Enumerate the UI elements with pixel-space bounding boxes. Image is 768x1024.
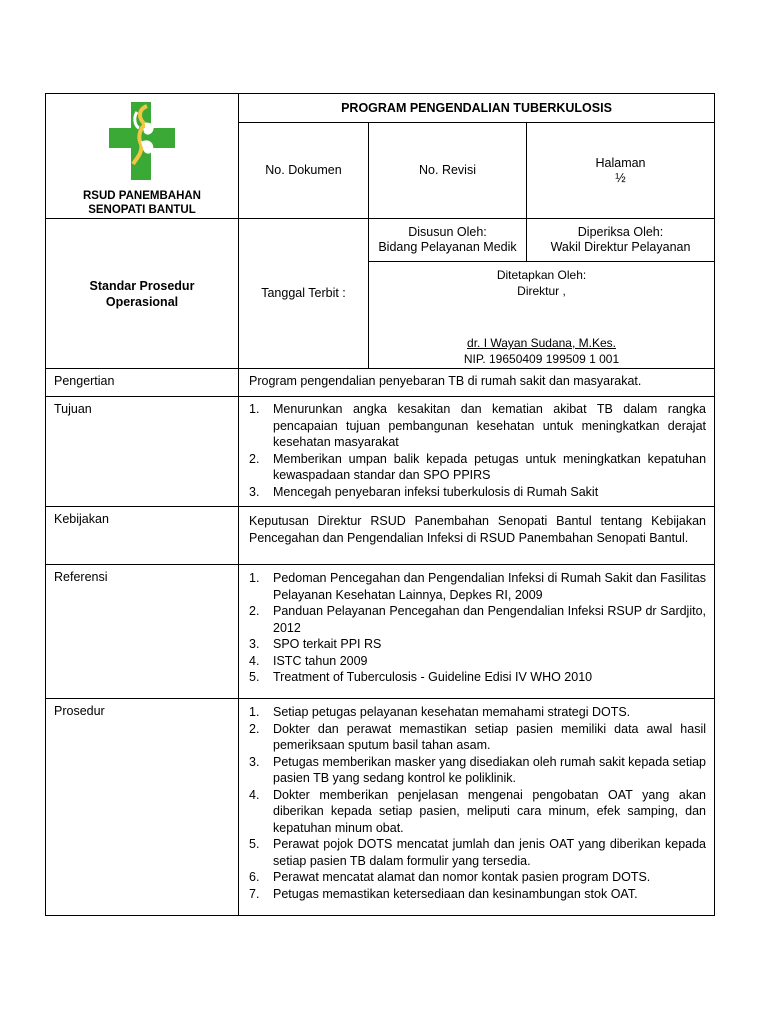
list-item-text: Petugas memastikan ketersediaan dan kesinambungan stok OAT. bbox=[273, 886, 638, 901]
list-item-number: 2. bbox=[249, 604, 260, 618]
list-item-number: 2. bbox=[249, 721, 260, 736]
tanggal-terbit-cell bbox=[239, 219, 369, 369]
diperiksa-label: Diperiksa Oleh: bbox=[577, 225, 664, 239]
list-item-number: 2. bbox=[249, 451, 260, 466]
list-item-text: Pedoman Pencegahan dan Pengendalian Infeksi di Rumah Sakit dan Fasilitas Pelayanan Kesehatan Lainnya, Depkes RI, 2009 bbox=[273, 571, 707, 602]
hospital-name-line1: RSUD PANEMBAHAN bbox=[83, 190, 201, 202]
list-item-text: Perawat mencatat alamat dan nomor kontak pasien program DOTS. bbox=[273, 870, 651, 884]
list-item-number: 3. bbox=[249, 754, 260, 769]
list-item bbox=[249, 754, 706, 787]
signer-nip: NIP. 19650409 199509 1 001 bbox=[463, 352, 620, 366]
list-item-text: SPO terkait PPI RS bbox=[273, 637, 382, 651]
list-item bbox=[249, 886, 706, 903]
document-title: PROGRAM PENGENDALIAN TUBERKULOSIS bbox=[239, 94, 715, 123]
list-item bbox=[249, 401, 706, 451]
referensi-list bbox=[249, 570, 706, 686]
tujuan-content bbox=[239, 397, 715, 507]
list-item bbox=[249, 787, 706, 837]
list-item bbox=[249, 721, 706, 754]
list-item bbox=[249, 869, 706, 886]
list-item-text: Menurunkan angka kesakitan dan kematian akibat TB dalam rangka pencapaian tujuan pembangunan kesehatan untuk meningkatkan derajat kesehatan masyarakat bbox=[273, 402, 707, 449]
diperiksa-value: Wakil Direktur Pelayanan bbox=[550, 240, 691, 254]
halaman-label: Halaman bbox=[595, 155, 646, 170]
list-item-number: 3. bbox=[249, 484, 260, 499]
list-item-number: 3. bbox=[249, 637, 260, 651]
list-item bbox=[249, 669, 706, 686]
list-item bbox=[249, 570, 706, 603]
hospital-name bbox=[46, 189, 238, 217]
referensi-label: Referensi bbox=[46, 565, 239, 699]
list-item-number: 5. bbox=[249, 837, 260, 851]
disusun-label: Disusun Oleh: bbox=[408, 225, 487, 239]
list-item bbox=[249, 704, 706, 721]
tujuan-label: Tujuan bbox=[46, 397, 239, 507]
list-item-number: 4. bbox=[249, 787, 260, 802]
no-revisi-cell bbox=[369, 123, 527, 219]
list-item bbox=[249, 653, 706, 670]
referensi-content bbox=[239, 565, 715, 699]
kebijakan-label: Kebijakan bbox=[46, 507, 239, 565]
prosedur-label: Prosedur bbox=[46, 699, 239, 916]
pengertian-label: Pengertian bbox=[46, 369, 239, 397]
list-item-text: Panduan Pelayanan Pencegahan dan Pengendalian Infeksi RSUP dr Sardjito, 2012 bbox=[273, 604, 707, 635]
list-item-text: Dokter memberikan penjelasan mengenai pengobatan OAT yang akan diberikan kepada setiap pasien, meliputi cara minum, efek samping, dan kepatuhan minum obat. bbox=[273, 787, 707, 835]
list-item-text: Memberikan umpan balik kepada petugas untuk meningkatkan kepatuhan kewaspadaan standar dan SPO PPIRS bbox=[273, 451, 707, 482]
halaman-value: ½ bbox=[615, 170, 626, 185]
tanggal-terbit-label: Tanggal Terbit : bbox=[261, 286, 346, 300]
hospital-logo-icon bbox=[107, 98, 177, 184]
signer-name: dr. I Wayan Sudana, M.Kes. bbox=[467, 336, 616, 350]
list-item-text: ISTC tahun 2009 bbox=[273, 653, 368, 668]
prosedur-list bbox=[249, 704, 706, 902]
list-item-number: 1. bbox=[249, 571, 260, 585]
hospital-name-line2: SENOPATI BANTUL bbox=[88, 204, 196, 216]
disusun-value: Bidang Pelayanan Medik bbox=[378, 240, 517, 254]
logo-cell bbox=[46, 94, 239, 219]
list-item-number: 6. bbox=[249, 870, 260, 884]
list-item-text: Treatment of Tuberculosis - Guideline Edisi IV WHO 2010 bbox=[273, 670, 593, 684]
no-revisi-label: No. Revisi bbox=[419, 163, 476, 177]
list-item-number: 7. bbox=[249, 886, 260, 901]
doc-type-line1: Standar Prosedur bbox=[89, 278, 195, 293]
doc-type-line2: Operasional bbox=[105, 294, 179, 309]
list-item-text: Petugas memberikan masker yang disediakan oleh rumah sakit kepada setiap pasien TB yang sedang kontrol ke poliklinik. bbox=[273, 754, 707, 785]
sop-table bbox=[45, 93, 715, 916]
tujuan-list bbox=[249, 401, 706, 500]
no-dokumen-label: No. Dokumen bbox=[265, 163, 342, 177]
halaman-cell bbox=[527, 123, 715, 219]
list-item-text: Dokter dan perawat memastikan setiap pasien memiliki data awal hasil pemeriksaan sputum basil tahan asam. bbox=[273, 721, 707, 752]
diperiksa-cell bbox=[527, 219, 715, 262]
pengertian-text: Program pengendalian penyebaran TB di rumah sakit dan masyarakat. bbox=[239, 369, 715, 397]
no-dokumen-cell bbox=[239, 123, 369, 219]
list-item-text: Mencegah penyebaran infeksi tuberkulosis di Rumah Sakit bbox=[273, 484, 599, 499]
list-item-text: Setiap petugas pelayanan kesehatan memahami strategi DOTS. bbox=[273, 705, 631, 719]
list-item bbox=[249, 484, 706, 501]
prosedur-content bbox=[239, 699, 715, 916]
list-item-number: 1. bbox=[249, 705, 260, 719]
ditetapkan-label: Ditetapkan Oleh: bbox=[496, 268, 587, 282]
list-item-number: 4. bbox=[249, 653, 260, 668]
list-item-number: 1. bbox=[249, 402, 260, 416]
disusun-cell bbox=[369, 219, 527, 262]
list-item-number: 5. bbox=[249, 670, 260, 684]
list-item bbox=[249, 836, 706, 869]
list-item-text: Perawat pojok DOTS mencatat jumlah dan jenis OAT yang diberikan kepada setiap pasien TB dalam formulir yang tersedia. bbox=[273, 837, 707, 868]
list-item bbox=[249, 636, 706, 653]
list-item bbox=[249, 451, 706, 484]
doc-type-cell bbox=[46, 219, 239, 369]
kebijakan-text: Keputusan Direktur RSUD Panembahan Senopati Bantul tentang Kebijakan Pencegahan dan Pengendalian Infeksi di RSUD Panembahan Senopati Bantul. bbox=[239, 507, 715, 565]
ditetapkan-value: Direktur , bbox=[517, 284, 566, 298]
ditetapkan-cell bbox=[369, 262, 715, 369]
list-item bbox=[249, 603, 706, 636]
